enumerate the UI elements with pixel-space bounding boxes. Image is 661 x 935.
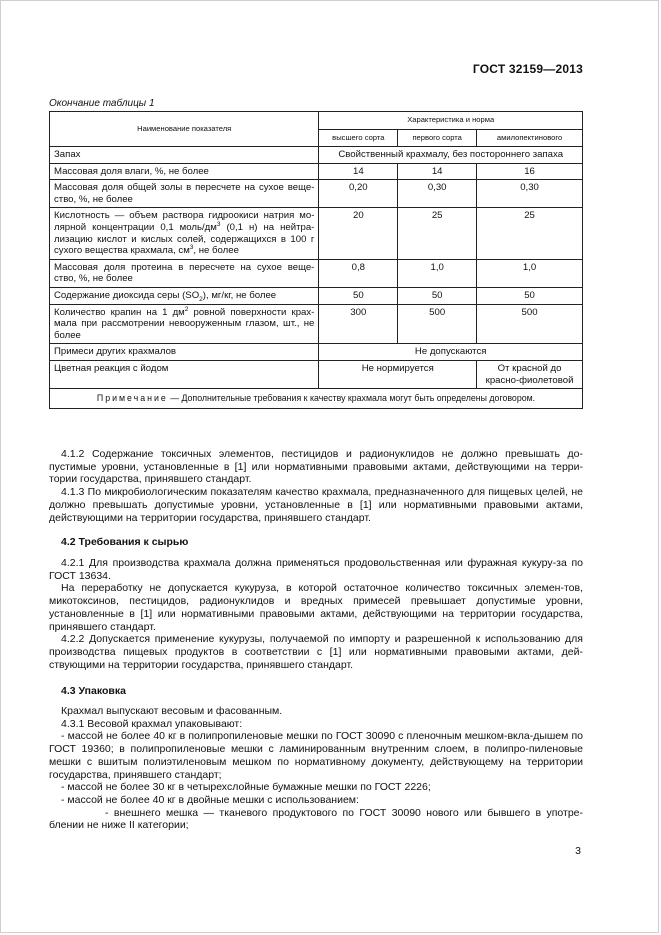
row-value-span: Не допускаются — [319, 344, 583, 361]
row-value: 500 — [477, 304, 583, 344]
section-4-2 — [49, 536, 583, 549]
row-value: 50 — [398, 287, 477, 304]
row-value: 500 — [398, 304, 477, 344]
row-name: Массовая доля влаги, %, не более — [50, 163, 319, 180]
row-value: 50 — [477, 287, 583, 304]
row-name: Кислотность — объем раствора гидроокиси натрия мо-лярной концентрации 0,1 моль/$дм^3$ (0,1 н) на нейтра-лизацию кислот и кислых солей, содержащихся в 100 г сухого вещества крахмала, $см^3$, не более — [50, 208, 319, 259]
row-value: 1,0 — [477, 259, 583, 287]
paragraph: 4.1.3 По микробиологическим показателям качество крахмала, предназначенного для пищевых целей, не должно превышать допустимые уровни, установленные в [1] или нормативными правовыми актами, действующими на территории государства, принявшего стандарт. — [49, 486, 583, 524]
table-row — [50, 208, 583, 259]
note-label: Примечание — [96, 393, 168, 404]
row-name: Содержание диоксида серы $(SO_2)$, мг/кг, не более — [50, 287, 319, 304]
row-name: Примеси других крахмалов — [50, 344, 319, 361]
row-value: 25 — [398, 208, 477, 259]
row-value: 25 — [477, 208, 583, 259]
paragraph: Крахмал выпускают весовым и фасованным. — [61, 705, 283, 717]
table-row — [50, 304, 583, 344]
paragraph: 4.2.1 Для производства крахмала должна применяться продовольственная или фуражная кукуру-за по ГОСТ 13634. — [49, 557, 583, 582]
table-caption: Окончание таблицы 1 — [49, 98, 155, 109]
table-row — [50, 287, 583, 304]
page-number: 3 — [575, 845, 581, 857]
grade-header: амилопектинового — [477, 129, 583, 147]
section-4-1-text — [49, 448, 583, 524]
table-row — [50, 180, 583, 208]
paragraph: 4.3.1 Весовой крахмал упаковывают: — [61, 717, 243, 730]
row-name: Массовая доля общей золы в пересчете на сухое веще-ство, %, не более — [50, 180, 319, 208]
table-row — [50, 147, 583, 164]
row-value: 0,8 — [319, 259, 398, 287]
row-value: 0,30 — [398, 180, 477, 208]
row-value-span: Свойственный крахмалу, без постороннего запаха — [319, 147, 583, 164]
row-value: 14 — [398, 163, 477, 180]
section-heading: 4.2 Требования к сырью — [61, 536, 189, 548]
note-text: — Дополнительные требования к качеству крахмала могут быть определены договором. — [167, 393, 536, 404]
table-row — [50, 360, 583, 388]
row-name: Массовая доля протеина в пересчете на сухое веще-ство, %, не более — [50, 259, 319, 287]
spec-table — [49, 111, 583, 409]
col-name-header: Наименование показателя — [50, 112, 319, 147]
standard-number: ГОСТ 32159—2013 — [472, 62, 583, 76]
section-4-3 — [49, 685, 583, 698]
row-value: 300 — [319, 304, 398, 344]
row-name: Количество крапин на 1 $дм^2$ ровной поверхности крах-мала при рассмотрении невооруженным глазом, шт., не более — [50, 304, 319, 344]
table-header-row — [50, 112, 583, 130]
table-row — [50, 344, 583, 361]
row-value: 14 — [319, 163, 398, 180]
table-note-row — [50, 389, 583, 409]
list-item: - массой не более 30 кг в четырехслойные бумажные мешки по ГОСТ 2226; — [61, 781, 431, 794]
row-value-span: Не нормируется — [319, 360, 477, 388]
paragraph: На переработку не допускается кукуруза, в которой остаточное количество токсичных элемен-тов, микотоксинов, пестицидов, радионуклидов и вредных примесей превышает допустимые уровни, установленные в [1] или нормативными правовыми актами, действующими на территории государства, принявшего стандарт. — [49, 582, 583, 633]
list-item: - внешнего мешка — тканевого продуктового по ГОСТ 30090 нового или бывшего в употре-блении не ниже II категории; — [49, 806, 583, 832]
row-value: 50 — [319, 287, 398, 304]
grade-header: высшего сорта — [319, 129, 398, 147]
row-value: 16 — [477, 163, 583, 180]
table-row — [50, 163, 583, 180]
table-note — [50, 389, 583, 409]
col-group-header: Характеристика и норма — [319, 112, 583, 130]
paragraph: 4.1.2 Содержание токсичных элементов, пестицидов и радионуклидов не должно превышать до-пустимые уровни, установленные в [1] или нормативными правовыми актами, действующими на терри-тории государства, принявшего стандарт. — [49, 448, 583, 486]
row-value: 20 — [319, 208, 398, 259]
grade-header: первого сорта — [398, 129, 477, 147]
section-heading: 4.3 Упаковка — [61, 685, 126, 697]
row-value: 0,30 — [477, 180, 583, 208]
row-value: 1,0 — [398, 259, 477, 287]
paragraph: 4.2.2 Допускается применение кукурузы, получаемой по импорту и разрешенной к использованию для производства пищевых продуктов в соответствии с [1] или нормативными правовыми актами, дей-ствующими на территории государства, принявшего стандарт. — [49, 633, 583, 671]
row-value: 0,20 — [319, 180, 398, 208]
list-item: - массой не более 40 кг в полипропиленовые мешки по ГОСТ 30090 с пленочным мешком-вкла-дышем по ГОСТ 19360; в полипропиленовые мешки с ламинированным внутренним слоем, в полипро-пиленовые мешки с вшитым полиэтиленовым мешком по нормативному документу, действующему на территории государства, принявшего стандарт; — [49, 730, 583, 781]
section-4-3-text — [49, 705, 583, 832]
row-name: Запах — [50, 147, 319, 164]
list-item: - массой не более 40 кг в двойные мешки с использованием: — [61, 793, 359, 806]
row-value: От красной до красно-фиолетовой — [477, 360, 583, 388]
row-name: Цветная реакция с йодом — [50, 360, 319, 388]
table-row — [50, 259, 583, 287]
section-4-2-text — [49, 557, 583, 671]
